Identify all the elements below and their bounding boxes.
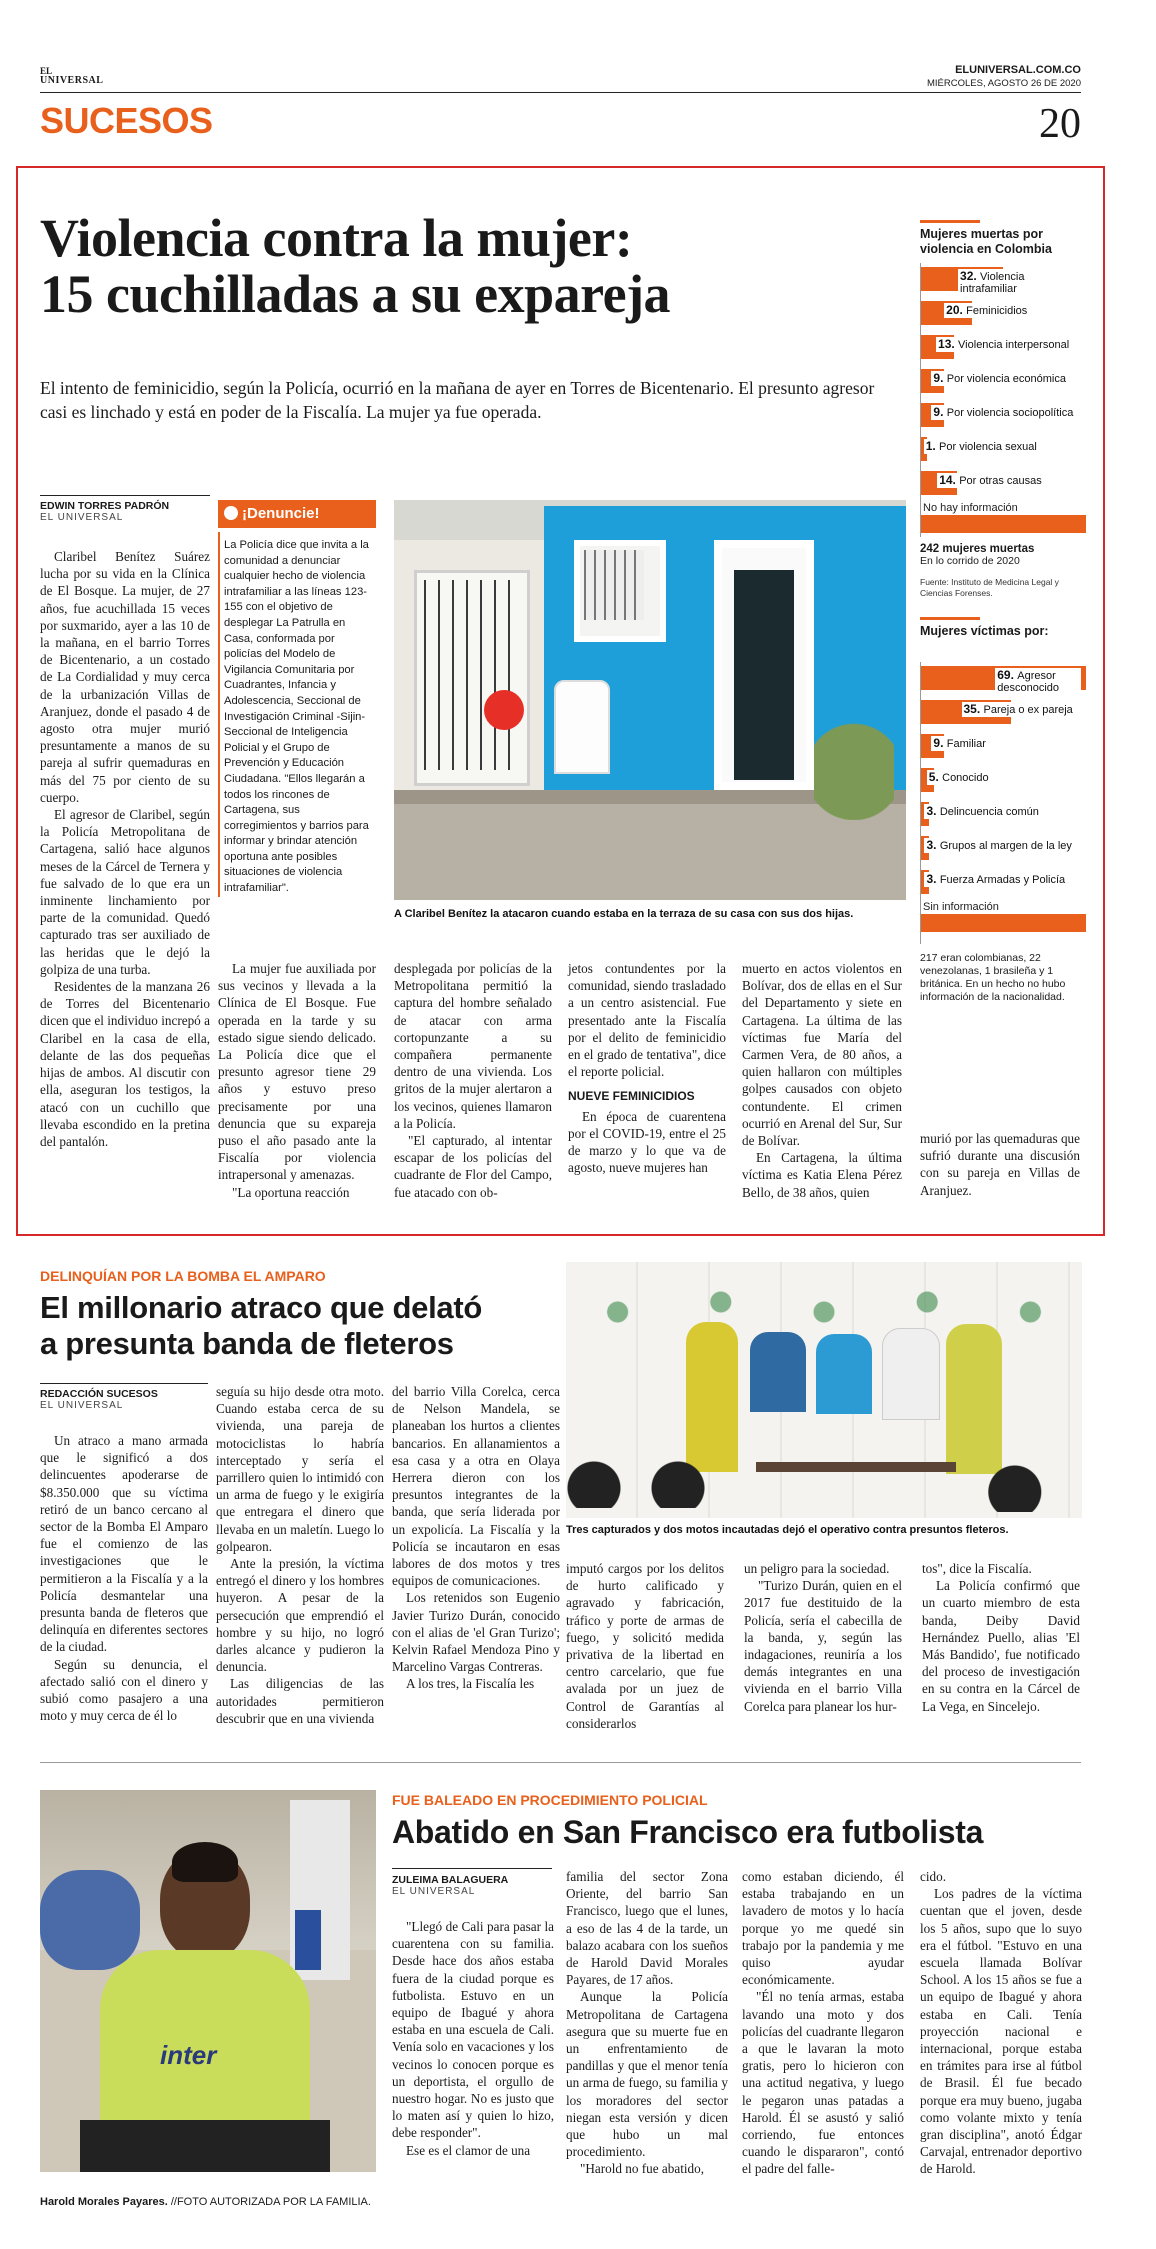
page-date: MIÉRCOLES, AGOSTO 26 DE 2020: [927, 78, 1081, 89]
chart-category: Por otras causas: [959, 475, 1042, 487]
article2-col1: [40, 1432, 208, 1724]
article1-col2: [218, 960, 376, 1201]
denuncie-title: ¡Denuncie!: [242, 505, 320, 522]
chart-label: [936, 337, 1071, 352]
article1-headline: [40, 210, 900, 322]
chart-value: 20.: [946, 303, 967, 317]
chart-row: [921, 764, 1081, 794]
paragraph: "La oportuna reacción: [232, 1184, 350, 1200]
article1-deck: El intento de feminicidio, según la Policía, ocurrió en la mañana de ayer en Torres de Bicentenario. El presunto agresor casi es linchado y está en poder de la Fiscalía. La mujer ya fue operada.: [40, 378, 875, 422]
chart-label: [927, 770, 991, 785]
paragraph: En época de cuarentena por el COVID-19, entre el 25 de marzo y lo que va de agosto, nueve mujeres han: [568, 1108, 726, 1176]
logo-bottom: UNIVERSAL: [40, 75, 104, 86]
chart-row: [921, 662, 1081, 692]
police-photo-caption: Tres capturados y dos motos incautadas dejó el operativo contra presuntos fleteros.: [566, 1524, 1009, 1536]
chart1: [920, 263, 1156, 537]
chart-row: [921, 365, 1081, 395]
paragraph: "Harold no fue abatido,: [580, 2161, 705, 2177]
article3-col3: [742, 1868, 904, 2178]
paragraph: jetos contundentes por la comunidad, siendo trasladado a un centro asistencial. Fue presentado ante la Fiscalía por el delito de feminicidio en el grado de tentativa", dice el reporte policial.: [568, 961, 726, 1080]
chart-row: [921, 433, 1081, 463]
chart-label: [924, 439, 1039, 454]
paragraph: Ese es el clamor de una: [406, 2142, 531, 2158]
caption-credit: //FOTO AUTORIZADA POR LA FAMILIA.: [167, 2196, 371, 2208]
chart-category: Conocido: [942, 772, 989, 784]
chart-label: [924, 872, 1067, 887]
paragraph: "Él no tenía armas, estaba lavando una moto y dos policías del cuadrante llegaron a que le lavaran la moto gratis, pero lo hicieron con una actitud negativa, y luego le pegaron unas patadas a Harold. Él se asustó y salió corriendo, fue entonces cuando le dispararon", contó el padre del falle-: [742, 1989, 904, 2177]
byline: [40, 500, 210, 523]
paragraph: Aunque la Policía Metropolitana de Cartagena asegura que su muerte fue en un enfrentamiento de pandillas y que el menor tenía un arma de fuego, su familia y los moradores del sector niegan esta versión y dicen que hubo un mal procedimiento.: [566, 1989, 728, 2160]
chart-category: Feminicidios: [966, 305, 1028, 317]
article2-col3: [392, 1383, 560, 1693]
chart-row: [921, 832, 1081, 862]
footballer-photo-caption: [40, 2196, 371, 2208]
jersey-text: inter: [160, 2040, 217, 2070]
chart-category: No hay información: [923, 502, 1018, 514]
paragraph: tos", dice la Fiscalía.: [922, 1561, 1032, 1576]
byline-rule: [40, 1383, 208, 1384]
denuncie-header: [218, 500, 376, 528]
chart-category: Pareja o ex pareja: [983, 704, 1073, 716]
chart-value: 9.: [933, 371, 947, 385]
chart-label: [924, 804, 1040, 819]
paragraph: En Cartagena, la última víctima es Katia Elena Pérez Bello, de 38 años, quien: [742, 1150, 902, 1200]
chart-category: Por violencia sexual: [939, 441, 1037, 453]
paragraph: "Turizo Durán, quien en el 2017 fue destituido de la Policía, sería el cabecilla de la banda, y, según las indagaciones, reuniría a los demás integrantes en una vivienda en el barrio Villa Corelca para planear los hur-: [744, 1578, 902, 1714]
chart-category: Grupos al margen de la ley: [939, 840, 1072, 852]
chart-value: 3.: [926, 872, 940, 886]
logo-top: EL: [40, 66, 53, 76]
paragraph: Ante la presión, la víctima entregó el dinero y los hombres huyeron. A pesar de la persecución que emprendió el hombre y su hijo, no logró darles alcance y pudieron la denuncia.: [216, 1556, 384, 1675]
article3-col2: [566, 1868, 728, 2178]
chart-value: 5.: [928, 770, 943, 784]
chart-value: 69.: [997, 668, 1018, 682]
chart-category: Familiar: [946, 738, 986, 750]
chart-category: Por violencia económica: [946, 373, 1066, 385]
chart-label: [995, 668, 1081, 695]
chart-row: [921, 900, 1137, 930]
headline-line-1: El millonario atraco que delató: [40, 1290, 483, 1325]
chart-category: Sin información: [923, 901, 999, 913]
chart1-source: Fuente: Instituto de Medicina Legal y Ciencias Forenses.: [920, 577, 1059, 598]
article1-col6: [920, 1130, 1080, 1199]
byline: [40, 1388, 208, 1411]
house-photo-caption: A Claribel Benítez la atacaron cuando estaba en la terraza de su casa con sus dos hijas.: [394, 908, 854, 920]
site-url: ELUNIVERSAL.COM.CO: [955, 64, 1081, 76]
chart-value: 1.: [925, 439, 940, 453]
article1-col5: [742, 960, 902, 1201]
chart-value: 3.: [926, 804, 940, 818]
chart-label: [958, 269, 1081, 296]
denuncie-box: [218, 500, 376, 940]
chart-row: [921, 399, 1081, 429]
chart-label: [937, 473, 1044, 488]
caption-name: Harold Morales Payares.: [40, 2196, 168, 2208]
chart-category: Agresor desconocido: [997, 670, 1060, 694]
chart-label: [921, 900, 1137, 926]
chart2-note: 217 eran colombianas, 22 venezolanas, 1 brasileña y 1 británica. En un hecho no hubo información de la nacionalidad.: [920, 952, 1066, 1003]
paragraph: Un atraco a mano armada que le significó a dos delincuentes apoderarse de $8.350.000 que su víctima retiró de un banco cercano al sector de la Bomba El Amparo fue el comienzo de las investigaciones que le permitieron a la Fiscalía y a la Policía desmantelar una presunta banda de fleteros que delinquía en diferentes sectores de la ciudad.: [40, 1433, 208, 1655]
chart-category: Violencia intrafamiliar: [960, 271, 1025, 295]
paragraph: cido.: [920, 1869, 947, 1884]
byline-rule: [392, 1868, 552, 1869]
paragraph: La mujer fue auxiliada por sus vecinos y llevada a la Clínica de El Bosque. Fue operada en la tarde y su estado sigue siendo delicado. La Policía dice que el presunto agresor tiene 29 años y estuvo preso precisamente por una denuncia que su expareja puso el año pasado ante la Fiscalía por violencia intrapersonal y amenazas.: [218, 961, 376, 1183]
chart1-total-value: 242 mujeres muertas: [920, 543, 1035, 555]
paragraph: muerto en actos violentos en Bolívar, dos de ellas en el Sur del Departamento y siete en Cartagena. La última de las víctimas fue María del Carmen Vera, de 80 años, a quien hallaron con múltiples golpes causados con objeto contundente. El crimen ocurrió en Arenal del Sur, Sur de Bolívar.: [742, 961, 902, 1149]
article1-col4: [568, 960, 726, 1176]
paragraph: como estaban diciendo, él estaba trabajando en un lavadero de motos y lo hacía porque yo me quedé sin trabajo por la pandemia y me quiso ayudar económicamente.: [742, 1869, 904, 1988]
header-rule: [40, 92, 1081, 93]
article2-headline: [40, 1290, 560, 1362]
paragraph: La Policía confirmó que un cuarto miembro de esta banda, Deiby David Hernández Puello, alias 'El Más Bandido', fue notificado del proceso de investigación en su contra en la Cárcel de La Vega, en Sincelejo.: [922, 1578, 1080, 1714]
article2-col4: [566, 1560, 724, 1732]
chart-row: [921, 730, 1081, 760]
chart-label: [931, 736, 987, 751]
chart-label: [921, 501, 1156, 527]
article3-headline: Abatido en San Francisco era futbolista: [392, 1814, 984, 1850]
chart-value: 14.: [939, 473, 960, 487]
chart-value: 32.: [960, 269, 981, 283]
byline-paper: EL UNIVERSAL: [392, 1886, 476, 1897]
chart-label: [962, 702, 1075, 717]
chart-row: [921, 331, 1081, 361]
subhead: NUEVE FEMINICIDIOS: [568, 1089, 695, 1104]
chart-value: 35.: [963, 702, 984, 716]
chart2: [920, 662, 1137, 944]
byline-rule: [40, 495, 210, 496]
byline-paper: EL UNIVERSAL: [40, 1400, 124, 1411]
paragraph: desplegada por policías de la Metropolitana permitió la captura del hombre señalado de atacar con arma cortopunzante a su compañera permanente dentro de una vivienda. Los gritos de la mujer alertaron a los vecinos, quienes llamaron a la Policía.: [394, 961, 552, 1131]
headline-line-2: a presunta banda de fleteros: [40, 1326, 454, 1361]
police-photo: [566, 1262, 1082, 1518]
byline-author: ZULEIMA BALAGUERA: [392, 1874, 509, 1886]
chart-category: Delincuencia común: [939, 806, 1039, 818]
chart-value: 9.: [933, 736, 947, 750]
page-number: 20: [1039, 101, 1081, 147]
chart-value: 144: [1130, 510, 1156, 527]
denuncie-text: La Policía dice que invita a la comunidad a denunciar cualquier hecho de violencia intrafamiliar a las líneas 123-155 con el objetivo de desplegar La Patrulla en Casa, conformada por policías del Modelo de Vigilancia Comunitaria por Cuadrantes, Infancia y Adolescencia, Seccional de Investigación Criminal -Sijin- Seccional de Inteligencia Policial y el Grupo de Prevención y Educación Ciudadana. "Ellos llegarán a todos los rincones de Cartagena, sus corregimientos y barrios para informar y brindar atención oportuna ante posibles situaciones de violencia intrafamiliar".: [218, 532, 376, 897]
house-photo: [394, 500, 906, 900]
paragraph: Residentes de la manzana 26 de Torres del Bicentenario dicen que el individuo increpó a Claribel en la casa de ella, delante de las dos pequeñas hijas de ambos. Al discutir con ella, aseguran los testigos, la atacó con un cuchillo que llevaba escondido en la pretina del pantalón.: [40, 979, 210, 1149]
chart-row: [921, 467, 1081, 497]
byline-author: REDACCIÓN SUCESOS: [40, 1388, 158, 1400]
article2-col2: [216, 1383, 384, 1727]
chart-row: [921, 798, 1081, 828]
chart-value: 3.: [926, 838, 940, 852]
chart-value: 13.: [938, 337, 959, 351]
chart-label: [931, 371, 1068, 386]
chart-row: [921, 866, 1081, 896]
paragraph: imputó cargos por los delitos de hurto calificado y agravado y fabricación, tráfico y porte de armas de fuego, y solicitó medida privativa de la libertad en centro carcelario, que fue avalada por un juez de Control de Garantías al considerarlos: [566, 1561, 724, 1731]
chart-label: [944, 303, 1029, 318]
paragraph: Las diligencias de las autoridades permitieron descubrir que en una vivienda: [216, 1676, 384, 1726]
infographic: [920, 220, 1156, 1004]
article2-col6: [922, 1560, 1080, 1715]
byline-paper: EL UNIVERSAL: [40, 512, 124, 523]
chart1-title: Mujeres muertas por violencia en Colombia: [920, 227, 1052, 256]
byline: [392, 1874, 552, 1897]
chart-row: [921, 501, 1156, 531]
paragraph: seguía su hijo desde otra moto. Cuando estaba cerca de su vivienda, una pareja de motociclistas lo habría interceptado y sería el parrillero quien lo intimidó con un arma de fuego y le exigiría que entregara el dinero que llevaba en un maletín. Luego lo golpearon.: [216, 1384, 384, 1554]
chart-row: [921, 263, 1081, 293]
paragraph: A los tres, la Fiscalía les: [406, 1676, 535, 1692]
section-title: SUCESOS: [40, 100, 213, 141]
chart-category: Por violencia sociopolítica: [946, 407, 1074, 419]
article3-col1: [392, 1918, 554, 2159]
chart1-total-label: En lo corrido de 2020: [920, 555, 1020, 567]
chart-value: 9.: [933, 405, 947, 419]
paragraph: Según su denuncia, el afectado salió con el dinero y subió como pasajero a una moto y muy cerca de él lo: [40, 1656, 208, 1724]
headline-line-1: Violencia contra la mujer:: [40, 208, 633, 268]
newspaper-logo: [40, 66, 103, 86]
article3-kicker: FUE BALEADO EN PROCEDIMIENTO POLICIAL: [392, 1792, 708, 1808]
paragraph: familia del sector Zona Oriente, del barrio San Francisco, luego que el lunes, a eso de las 4 de la tarde, un balazo acabara con los sueños de Harold David Morales Payares, de 17 años.: [566, 1869, 728, 1988]
paragraph: del barrio Villa Corelca, cerca de Nelson Mandela, se planeaban los hurtos a clientes bancarios. En allanamientos a esa casa y a otra en Olaya Herrera dieron con los presuntos integrantes de la banda, que sería liderada por un expolicía. La Fiscalía y la Policía se incautaron en esas labores de dos motos y tres equipos de comunicaciones.: [392, 1384, 560, 1589]
paragraph: un peligro para la sociedad.: [744, 1561, 890, 1576]
chart-row: [921, 297, 1081, 327]
chart-label: [924, 838, 1073, 853]
paragraph: "El capturado, al intentar escapar de los policías del cuadrante de Flor del Campo, fue atacado con ob-: [394, 1133, 552, 1200]
chart-label: [931, 405, 1075, 420]
article1-col1: [40, 548, 210, 1150]
article3-col4: [920, 1868, 1082, 2178]
article2-kicker: DELINQUÍAN POR LA BOMBA EL AMPARO: [40, 1268, 326, 1284]
paragraph: "Llegó de Cali para pasar la cuarentena con su familia. Desde hace dos años estaba fuera de la ciudad porque es futbolista. Estuvo en un equipo de Ibagué y ahora estaba en una escuela de Cali. Venía solo en vacaciones y los vecinos lo conocen porque es un deportista, el orgullo de nuestro hogar. No es justo que lo maten así y quien lo hizo, debe responder".: [392, 1919, 554, 2141]
headline-line-2: 15 cuchilladas a su expareja: [40, 264, 671, 324]
byline-author: EDWIN TORRES PADRÓN: [40, 500, 170, 512]
section-divider: [40, 1762, 1081, 1763]
paragraph: Claribel Benítez Suárez lucha por su vida en la Clínica de El Bosque. La mujer, de 27 años, fue acuchillada 15 veces por suxmarido, ayer a las 10 de la mañana, en el barrio Torres de Bicentenario, a un costado de La Cordialidad y muy cerca de la urbanización Villas de Aranjuez, donde el pasado 4 de agosto otra mujer murió presuntamente a manos de su pareja al sufrir quemaduras en más del 75 por ciento de su cuerpo.: [40, 549, 210, 805]
footballer-photo: [40, 1790, 376, 2172]
chart-category: Violencia interpersonal: [958, 339, 1070, 351]
paragraph: El agresor de Claribel, según la Policía Metropolitana de Cartagena, salió hace algunos meses de la Cárcel de Ternera y fue salvado de lo que era un inminente linchamiento por parte de la comunidad. Quedó capturado tras ser auxiliado de las heridas que le dejó la golpiza de una turba.: [40, 807, 210, 977]
paragraph: Los retenidos son Eugenio Javier Turizo Durán, conocido con el alias de 'el Gran Turizo'; Kelvin Rafael Mendoza Pino y Marcelino Vargas Contreras.: [392, 1590, 560, 1675]
chart-row: [921, 696, 1081, 726]
chart2-title: Mujeres víctimas por:: [920, 624, 1049, 638]
info-icon: [224, 506, 238, 520]
chart-category: Fuerza Armadas y Policía: [939, 874, 1066, 886]
article2-col5: [744, 1560, 902, 1715]
chart1-total: [920, 543, 1085, 567]
chart-value: 115: [1112, 909, 1137, 926]
paragraph: Los padres de la víctima cuentan que el joven, desde los 5 años, supo que lo suyo era el fútbol. "Estuvo en una escuela llamada Bolívar School. A los 15 años se fue a un equipo de Ibagué y ahora estaba en Cali. Tenía proyección nacional e internacional, porque estaba en trámites para irse al fútbol de Brasil. Él fue becado porque era muy bueno, jugaba como volante mixto y tenía gran disciplina", anotó Édgar Carvajal, entrenador deportivo de Harold.: [920, 1886, 1082, 2177]
paragraph: murió por las quemaduras que sufrió durante una discusión con su pareja en Villas de Aranjuez.: [920, 1131, 1080, 1198]
article1-col3: [394, 960, 552, 1201]
